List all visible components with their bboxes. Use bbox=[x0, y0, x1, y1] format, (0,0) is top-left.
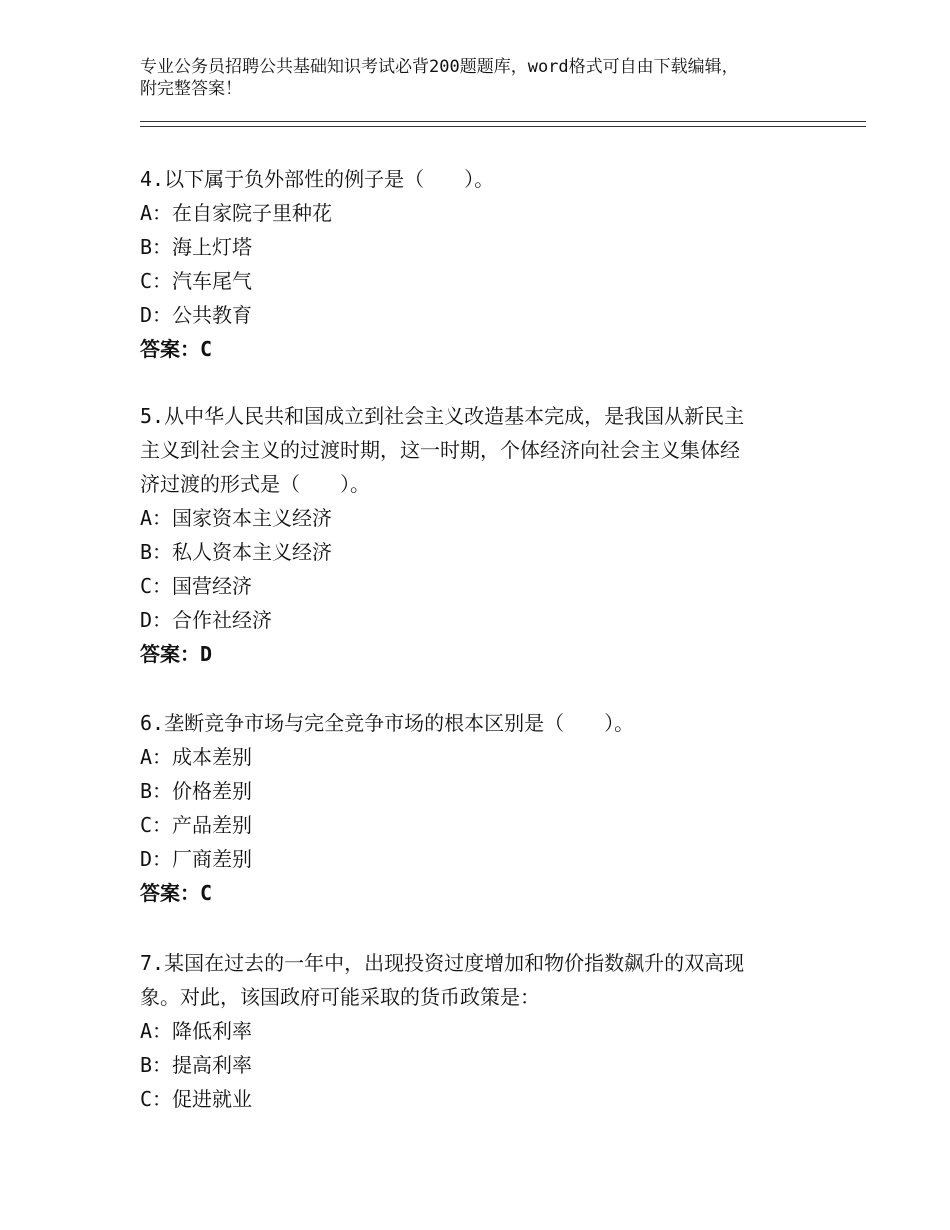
header-divider-top bbox=[140, 121, 866, 122]
header-line-2: 附完整答案！ bbox=[140, 79, 242, 99]
question-stem: 象。对此，该国政府可能采取的货币政策是： bbox=[140, 985, 540, 1009]
option-d: D：合作社经济 bbox=[140, 608, 273, 632]
option-a: A：降低利率 bbox=[140, 1019, 253, 1043]
option-a: A：在自家院子里种花 bbox=[140, 201, 333, 225]
answer-label: 答案：D bbox=[140, 642, 213, 666]
option-a: A：成本差别 bbox=[140, 745, 253, 769]
option-b: B：海上灯塔 bbox=[140, 235, 253, 259]
question-stem: 6.垄断竞争市场与完全竞争市场的根本区别是（ ）。 bbox=[140, 711, 635, 735]
option-b: B：私人资本主义经济 bbox=[140, 540, 333, 564]
question-stem: 7.某国在过去的一年中，出现投资过度增加和物价指数飙升的双高现 bbox=[140, 951, 745, 975]
question-7 bbox=[140, 946, 820, 1116]
question-stem: 济过渡的形式是（ ）。 bbox=[140, 472, 370, 496]
answer-label: 答案：C bbox=[140, 881, 213, 905]
question-stem: 5.从中华人民共和国成立到社会主义改造基本完成，是我国从新民主 bbox=[140, 404, 745, 428]
option-b: B：提高利率 bbox=[140, 1053, 253, 1077]
question-stem: 主义到社会主义的过渡时期，这一时期，个体经济向社会主义集体经 bbox=[140, 438, 740, 462]
option-d: D：厂商差别 bbox=[140, 847, 253, 871]
option-c: C：国营经济 bbox=[140, 574, 253, 598]
question-5 bbox=[140, 399, 820, 671]
header-line-1: 专业公务员招聘公共基础知识考试必背200题题库，word格式可自由下载编辑， bbox=[140, 57, 739, 77]
question-4 bbox=[140, 162, 820, 366]
option-c: C：产品差别 bbox=[140, 813, 253, 837]
question-6 bbox=[140, 706, 820, 910]
option-d: D：公共教育 bbox=[140, 303, 253, 327]
answer-label: 答案：C bbox=[140, 337, 213, 361]
option-b: B：价格差别 bbox=[140, 779, 253, 803]
option-a: A：国家资本主义经济 bbox=[140, 506, 333, 530]
option-c: C：促进就业 bbox=[140, 1087, 253, 1111]
question-stem: 4.以下属于负外部性的例子是（ ）。 bbox=[140, 167, 495, 191]
option-c: C：汽车尾气 bbox=[140, 269, 253, 293]
header-divider-bottom bbox=[140, 126, 866, 127]
document-header bbox=[140, 56, 840, 100]
